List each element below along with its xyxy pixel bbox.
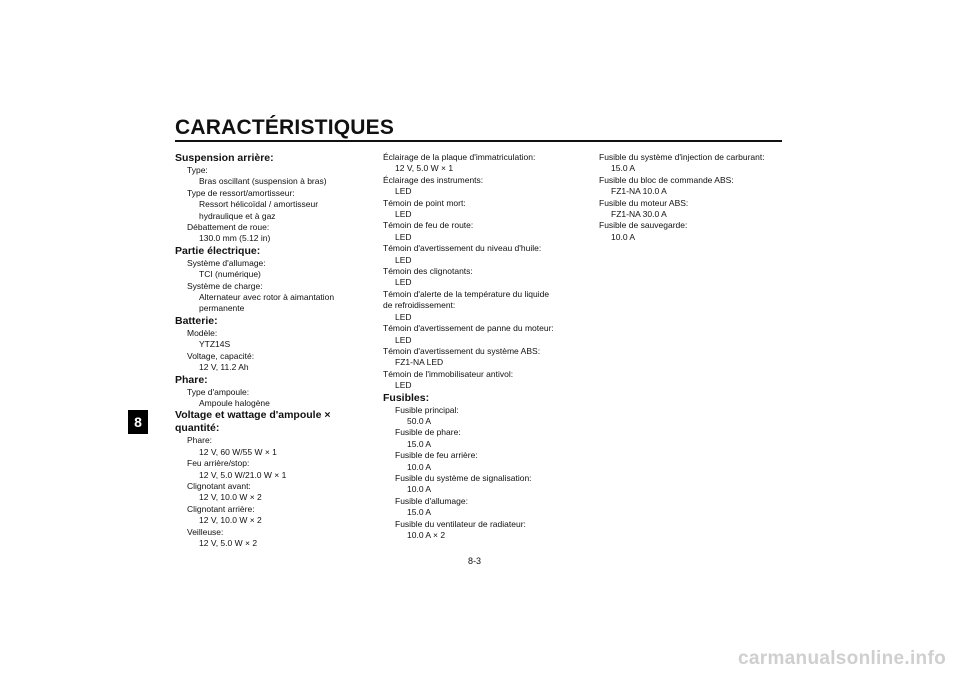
section-title: Suspension arrière: [175,152,274,164]
spec-value: TCI (numérique) [199,269,261,280]
spec-label: Fusible de feu arrière: [395,450,478,461]
spec-value: FZ1-NA 30.0 A [611,209,667,220]
spec-value: LED [395,311,412,322]
spec-label: Fusible principal: [395,404,459,415]
spec-value: LED [395,231,412,242]
spec-value: 10.0 A [407,461,432,472]
spec-value: 10.0 A × 2 [407,530,446,540]
spec-label: Témoin de point mort: [383,197,466,208]
spec-value: FZ1-NA 10.0 A [611,186,667,197]
spec-label: Feu arrière/stop: [187,458,250,469]
spec-label: Type d'ampoule: [187,386,250,397]
section-title: Phare: [175,373,208,386]
spec-value: LED [395,277,412,288]
spec-value: FZ1-NA LED [395,357,444,368]
spec-label: Fusible d'allumage: [395,495,468,506]
spec-label: Débattement de roue: [187,222,270,233]
spec-label: Témoin d'avertissement du système ABS: [383,345,541,356]
spec-value: LED [395,186,412,197]
watermark: carmanualsonline.info [738,648,946,669]
spec-value: 12 V, 10.0 W × 2 [199,515,262,526]
spec-label: Témoin d'avertissement de panne du moteur: [383,323,554,334]
spec-label: Fusible du système de signalisation: [395,472,532,483]
spec-value: Bras oscillant (suspension à bras) [199,176,327,187]
spec-label: Système d'allumage: [187,257,266,268]
section-title: Fusibles: [383,391,430,404]
spec-label: Fusible de phare: [395,427,461,438]
spec-value: 12 V, 5.0 W × 1 [395,163,454,174]
spec-label: Fusible de sauvegarde: [599,220,688,231]
title-divider [175,140,782,142]
spec-label: Fusible du ventilateur de radiateur: [395,518,526,529]
spec-value: 10.0 A [611,231,636,242]
spec-value: 15.0 A [611,163,636,174]
spec-value: 10.0 A [407,484,432,495]
spec-label: Type: [187,165,208,175]
spec-value: hydraulique et à gaz [199,210,276,221]
spec-value: LED [395,380,412,391]
spec-value: LED [395,254,412,265]
spec-value: 12 V, 10.0 W × 2 [199,492,262,503]
spec-value: 15.0 A [407,438,432,449]
spec-label: Clignotant avant: [187,480,251,491]
spec-column-3 [599,152,784,243]
spec-label: Éclairage des instruments: [383,174,484,185]
spec-value: 12 V, 11.2 Ah [199,362,249,373]
spec-value: LED [395,209,412,220]
section-title: Batterie: [175,314,218,327]
spec-label: Éclairage de la plaque d'immatriculation: [383,152,536,162]
spec-label: Témoin d'avertissement du niveau d'huile: [383,243,542,254]
page-title: CARACTÉRISTIQUES [175,116,395,139]
spec-label: Témoin de l'immobilisateur antivol: [383,368,514,379]
spec-label: Clignotant arrière: [187,503,255,514]
spec-value: Ressort hélicoïdal / amortisseur [199,199,319,210]
spec-label: Fusible du moteur ABS: [599,197,689,208]
spec-value: 12 V, 5.0 W × 2 [199,537,258,548]
spec-label: Témoin des clignotants: [383,266,473,277]
spec-label: Type de ressort/amortisseur: [187,187,295,198]
spec-label: Fusible du bloc de commande ABS: [599,174,734,185]
spec-label: Modèle: [187,327,218,338]
spec-column-2 [383,152,588,541]
spec-value: 15.0 A [407,507,432,518]
spec-value: Alternateur avec rotor à aimantation [199,292,335,303]
spec-label: Témoin de feu de route: [383,220,474,231]
spec-label: Système de charge: [187,280,263,291]
spec-value: YTZ14S [199,339,231,350]
chapter-tab: 8 [128,410,148,434]
spec-value: Ampoule halogène [199,397,270,408]
spec-value: LED [395,334,412,345]
spec-value: 12 V, 5.0 W/21.0 W × 1 [199,469,287,480]
spec-value: 12 V, 60 W/55 W × 1 [199,446,277,457]
spec-label: Témoin d'alerte de la température du liquide [383,288,550,299]
spec-label: Phare: [187,435,213,446]
spec-label: de refroidissement: [383,300,456,311]
spec-value: permanente [199,303,245,314]
spec-value: 130.0 mm (5.12 in) [199,233,271,244]
section-title: Partie électrique: [175,244,261,257]
spec-label: Fusible du système d'injection de carburant: [599,152,765,162]
spec-column-1 [175,152,375,549]
spec-value: 50.0 A [407,415,432,426]
spec-label: Voltage, capacité: [187,350,255,361]
section-title: Voltage et wattage d'ampoule × quantité: [175,409,331,435]
spec-label: Veilleuse: [187,526,224,537]
page-number: 8-3 [468,556,482,566]
